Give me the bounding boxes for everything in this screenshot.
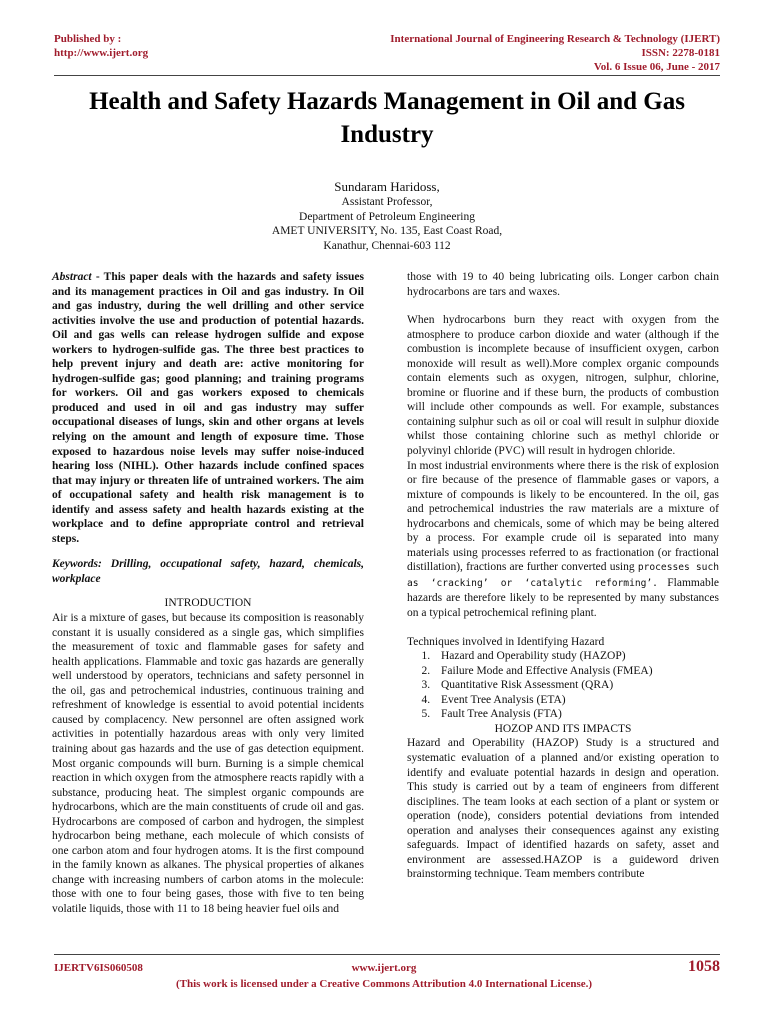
paragraph-3-text-a: In most industrial environments where there is the risk of explosion or fire because of the presence of flammable gases or vapors, a mixture of compounds is likely to be encountered. In the oil, gas and petrochemical industries the raw materials are a mixture of hydrocarbons and chemicals, some of which may be being altered by a process. For example crude oil is separated into many materials using processes referred to as fractionation (or fractional distillation), fractions are further converted using — [407, 459, 719, 574]
license-notice: (This work is licensed under a Creative Commons Attribution 4.0 International License.) — [175, 978, 593, 990]
paragraph-3-text-b: Flammable hazards are therefore likely to be represented by many substances on a typical petrochemical refining plant. — [407, 576, 719, 620]
header-divider — [54, 75, 720, 76]
section-heading-introduction: INTRODUCTION — [164, 597, 252, 610]
list-item: 3. Quantitative Risk Assessment (QRA) — [433, 678, 719, 693]
author-block — [54, 178, 720, 253]
intro-paragraph-3 — [407, 459, 719, 621]
issn: ISSN: 2278-0181 — [641, 47, 720, 59]
author-position: Assistant Professor, — [341, 196, 433, 208]
footer-url-link[interactable]: www.ijert.org — [351, 962, 417, 974]
abstract — [52, 270, 364, 546]
publisher-url-link[interactable]: http://www.ijert.org — [54, 47, 149, 59]
abstract-label: Abstract — [52, 271, 92, 283]
left-column — [52, 270, 364, 917]
intro-paragraph-1-continued: those with 19 to 40 being lubricating oils. Longer carbon chain hydrocarbons are tars and waxes. — [407, 271, 719, 298]
author-city: Kanathur, Chennai-603 112 — [323, 239, 451, 252]
list-item: 4. Event Tree Analysis (ETA) — [433, 693, 719, 708]
intro-paragraph-2: When hydrocarbons burn they react with oxygen from the atmosphere to produce carbon dioxide and water (although if the combustion is incomplete because of insufficient oxygen, carbon monoxide will result as well).More complex organic compounds contain elements such as oxygen, nitrogen, sulphur, chlorine, bromine or fluorine and if these burn, the products of combustion will include other compounds as well. For example, substances containing sulphur such as oil or coal will result in sulphur dioxide whilst those containing chlorine such as methyl chloride or polyvinyl chloride (PVC) will result in hydrogen chloride. — [407, 314, 719, 458]
author-name: Sundaram Haridoss, — [334, 179, 440, 194]
page-number: 1058 — [688, 958, 720, 975]
hazop-paragraph: Hazard and Operability (HAZOP) Study is a structured and systematic evaluation of a planned and/or existing operation to identify and evaluate potential hazards in design and operation. This study is carried out by a team of engineers from different disciplines. The team looks at each section of a plant or system or operation (node), considers potential deviations from intended operation and analyses their consequences against any existing safeguards. Impact of identified hazards on safety, asset and environment are assessed.HAZOP is a guideword driven brainstorming technique. Team members contribute — [407, 737, 719, 881]
header-publisher — [54, 32, 148, 60]
intro-paragraph-1: Air is a mixture of gases, but because its composition is reasonably constant it is usually considered as a single gas, which simplifies the measurement of toxic and flammable gases for safety and health applications. Flammable and toxic gas hazards are generally well understood by operators, technicians and safety personnel in the oil, gas and petrochemical industries, continuous training and refreshment of knowledge is essential to avoid potential incidents caused by complacency. New personnel are often assigned work activities in potentially hazardous areas with only very limited training about gas hazards and the use of gas detection equipment. Most organic compounds will burn. Burning is a simple chemical reaction in which oxygen from the atmosphere reacts rapidly with a substance, producing heat. The simplest organic compounds are hydrocarbons, which are the main constituents of crude oil and gas. Hydrocarbons are composed of carbon and hydrogen, the simplest hydrocarbon being methane, each molecule of which consists of one carbon atom and four hydrogen atoms. It is the first compound in the family known as alkanes. The physical properties of alkanes change with increasing numbers of carbon atoms in the molecule: those with one to four being gases, those with five to ten being volatile liquids, those with 11 to 18 being heavier fuel oils and — [52, 612, 364, 915]
list-item: 2. Failure Mode and Effective Analysis (FMEA) — [433, 664, 719, 679]
author-department: Department of Petroleum Engineering — [299, 210, 475, 223]
abstract-text: - This paper deals with the hazards and safety issues and its management practices in Oil and gas industry. In Oil and gas industry, during the well drilling and other service activities involve the use and production of potential hazards. Oil and gas wells can release hydrogen sulfide and expose workers to hydrogen-sulfide gas. The three best practices to help prevent injury and death are: active monitoring for hydrogen-sulfide gas; good planning; and training programs for workers. Oil and gas workers exposed to chemicals produced and used in oil and gas industry may suffer occupational diseases of lungs, skin and other organs at levels relying on the amount and length of exposure time. Those exposed to hazardous noise levels may suffer noise-induced hearing loss (NIHL). Other hazards include confined spaces that may injury or threaten life of untrained workers. The aim of occupational safety and health risk management is to identify and assess safety and health hazards existing at the workplace and to define appropriate control and retrieval steps. — [52, 271, 364, 545]
volume-issue: Vol. 6 Issue 06, June - 2017 — [593, 61, 720, 73]
techniques-list — [407, 649, 719, 722]
right-column — [407, 270, 719, 882]
section-heading-hazop: HOZOP AND ITS IMPACTS — [494, 722, 632, 735]
author-university: AMET UNIVERSITY, No. 135, East Coast Road, — [271, 225, 503, 238]
keywords: Keywords: Drilling, occupational safety, hazard, chemicals, workplace — [52, 558, 364, 585]
footer-divider — [54, 954, 720, 955]
paper-title: Health and Safety Hazards Management in Oil and Gas Industry — [89, 88, 685, 148]
footer-paper-id: IJERTV6IS060508 — [54, 962, 143, 974]
paragraph-3-processes: processes such as ‘cracking’ or ‘catalytic reforming’. — [407, 562, 719, 589]
published-by-label: Published by : — [54, 33, 122, 45]
journal-name: International Journal of Engineering Research & Technology (IJERT) — [390, 33, 720, 45]
header-journal-info — [390, 32, 720, 74]
list-item: 5. Fault Tree Analysis (FTA) — [433, 707, 719, 722]
techniques-intro: Techniques involved in Identifying Hazard — [407, 635, 605, 648]
list-item: 1. Hazard and Operability study (HAZOP) — [433, 649, 719, 664]
